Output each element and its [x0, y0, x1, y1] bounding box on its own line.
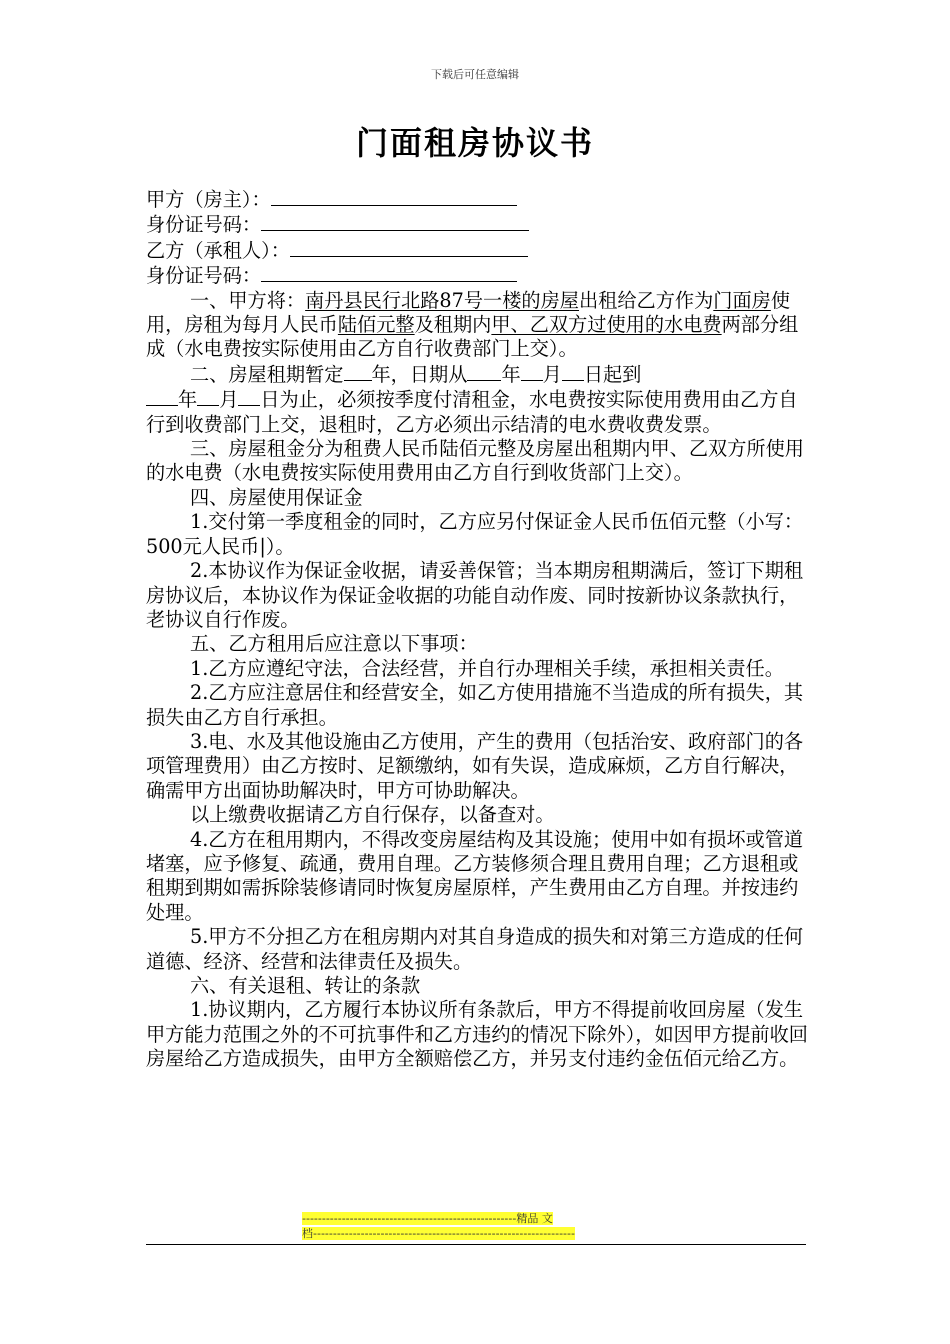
clause-1-text: 使用，房租为每月人民币 [146, 288, 791, 337]
clause-4-title: 四、房屋使用保证金 [190, 485, 363, 509]
party-a-blank [271, 187, 517, 206]
end-year-blank [146, 387, 178, 406]
clause-3: 三、房屋租金分为租费人民币陆佰元整及房屋出租期内甲、乙双方所使用的水电费（水电费按实际使用费用由乙方自行到收货部门上交）。 [146, 437, 804, 485]
clause-5-5: 5.甲方不分担乙方在租房期内对其自身造成的损失和对第三方造成的任何道德、经济、经营和法律责任及损失。 [146, 925, 804, 973]
document-body [146, 187, 810, 1072]
header-note: 下载后可任意编辑 [431, 68, 519, 81]
start-day-blank [562, 362, 584, 381]
party-b-blank [290, 238, 528, 257]
property-address: 南丹县民行北路87号一楼的房屋 [305, 288, 579, 312]
id-b-blank [261, 263, 517, 282]
clause-5-1: 1.乙方应遵纪守法，合法经营，并自行办理相关手续，承担相关责任。 [190, 656, 784, 680]
start-year-blank [467, 362, 501, 381]
clause-5-4: 4.乙方在租用期内，不得改变房屋结构及其设施；使用中如有损坏或管道堵塞，应予修复、疏通，费用自理。乙方装修须合理且费用自理；乙方退租或租期到期如需拆除装修请同时恢复房屋原样，产生费用由乙方自理。并按违约处理。 [146, 827, 804, 924]
footer-watermark [302, 1211, 647, 1241]
clause-1-text: 一、甲方将： [190, 288, 306, 312]
property-use: 门面房 [713, 288, 771, 312]
party-b-label: 乙方（承租人）： [146, 238, 290, 262]
footer-line-2: 档------------------------------------------------------------------ [302, 1227, 575, 1240]
end-month-blank [197, 387, 219, 406]
clause-2-text: 年 [178, 388, 198, 412]
utility-fees: 甲、乙双方过使用的水电费 [491, 313, 722, 337]
clause-2-text: 日起到 [583, 362, 642, 386]
clause-5-2: 2.乙方应注意居住和经营安全，如乙方使用措施不当造成的所有损失，其损失由乙方自行承担。 [146, 681, 804, 729]
clause-2-text: 日为止，必须按季度付清租金，水电费按实际使用费用由乙方自行到收费部门上交，退租时，乙方必须出示结清的电水费收费发票。 [146, 388, 798, 436]
end-day-blank [238, 387, 260, 406]
id-a-line [146, 212, 810, 237]
clause-6-1: 1.协议期内，乙方履行本协议所有条款后，甲方不得提前收回房屋（发生甲方能力范围之外的不可抗事件和乙方违约的情况下除外），如因甲方提前收回房屋给乙方造成损失，由甲方全额赔偿乙方，并另支付违约金伍佰元给乙方。 [146, 998, 808, 1071]
clause-2 [146, 362, 810, 437]
clause-1 [146, 289, 810, 362]
clause-2-text: 二、房屋租期暂定 [190, 362, 344, 386]
document-title: 门面租房协议书 [355, 124, 594, 162]
clause-5-3: 3.电、水及其他设施由乙方使用，产生的费用（包括治安、政府部门的各项管理费用）由乙方按时、足额缴纳，如有失误，造成麻烦，乙方自行解决，确需甲方出面协助解决时，甲方可协助解决。 [146, 729, 804, 802]
clause-6-title: 六、有关退租、转让的条款 [190, 974, 421, 997]
start-month-blank [521, 362, 543, 381]
clause-1-text: 出租给乙方作为 [578, 288, 714, 312]
party-a-label: 甲方（房主）： [146, 188, 271, 211]
id-a-blank [261, 212, 529, 231]
id-b-line [146, 263, 810, 288]
party-a-line [146, 187, 810, 212]
clause-1-text: 两部分组成（水电费按实际使用由乙方自行收费部门上交）。 [146, 313, 799, 361]
clause-2-text: 月 [219, 388, 239, 412]
party-b-line [146, 238, 810, 263]
clause-2-text: 年，日期从 [371, 362, 468, 386]
clause-4-2: 2.本协议作为保证金收据，请妥善保管；当本期房租期满后，签订下期租房协议后，本协议作为保证金收据的功能自动作废、同时按新协议条款执行，老协议自行作废。 [146, 559, 804, 631]
footer-line-1: ------------------------------------------------------精品 文 [302, 1212, 553, 1225]
id-b-label: 身份证号码： [146, 264, 262, 288]
clause-4-1: 1.交付第一季度租金的同时，乙方应另付保证金人民币伍佰元整（小写：500元人民币|）。 [146, 510, 804, 558]
id-a-label: 身份证号码： [146, 213, 262, 237]
clause-5-title: 五、乙方租用后应注意以下事项： [190, 632, 478, 656]
clause-2-text: 年 [501, 362, 521, 386]
footer-rule [146, 1244, 806, 1245]
rent-amount: 陆佰元整 [337, 313, 415, 337]
term-years-blank [344, 362, 372, 381]
clause-1-text: 及租期内 [414, 313, 492, 337]
clause-2-text: 月 [542, 362, 562, 386]
clause-5-3-note: 以上缴费收据请乙方自行保存，以备查对。 [190, 803, 555, 827]
